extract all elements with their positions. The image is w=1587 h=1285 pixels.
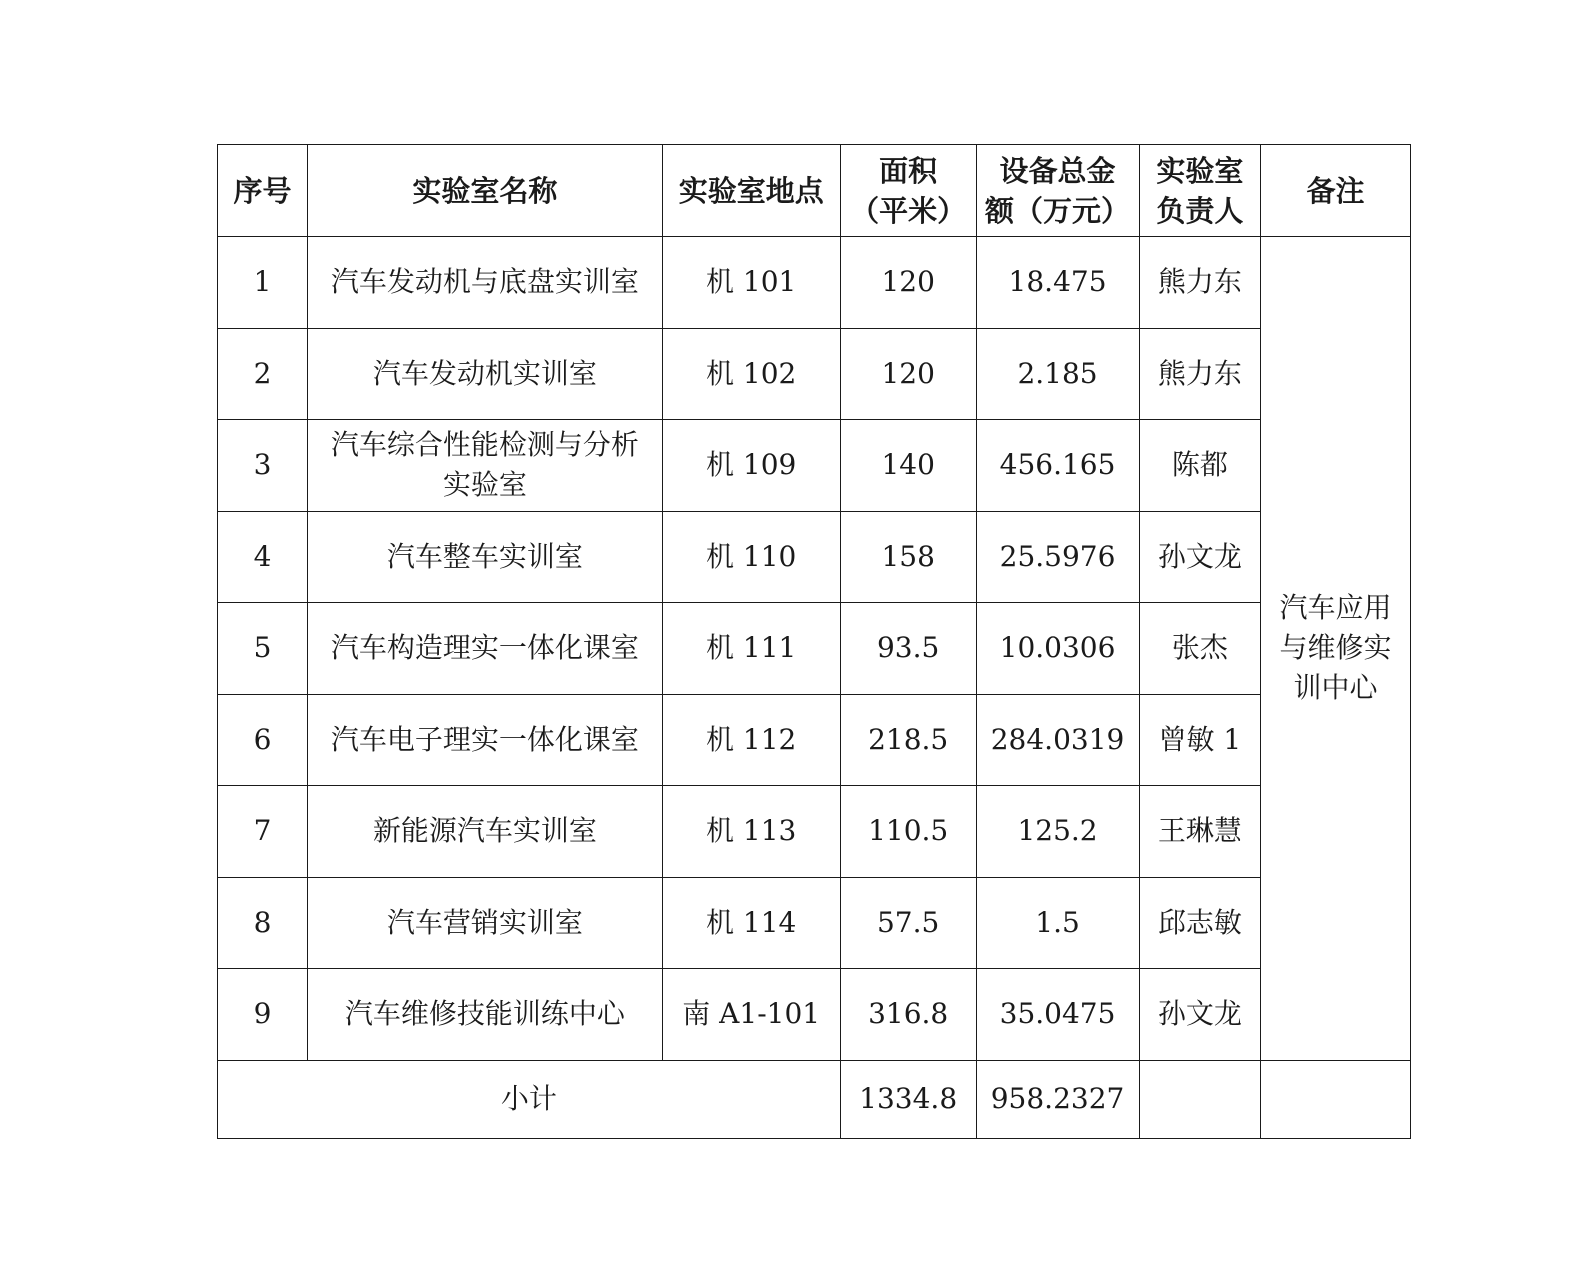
- cell-name: 新能源汽车实训室: [308, 786, 662, 878]
- cell-area: 57.5: [840, 877, 976, 969]
- cell-index: 1: [218, 237, 308, 329]
- header-area: 面积 （平米）: [840, 145, 976, 237]
- cell-equipment-value: 1.5: [976, 877, 1139, 969]
- cell-manager: 邱志敏: [1139, 877, 1261, 969]
- cell-index: 2: [218, 328, 308, 420]
- cell-area: 110.5: [840, 786, 976, 878]
- cell-area: 120: [840, 237, 976, 329]
- cell-equipment-value: 10.0306: [976, 603, 1139, 695]
- cell-equipment-value: 18.475: [976, 237, 1139, 329]
- cell-equipment-value: 125.2: [976, 786, 1139, 878]
- table-row: [218, 877, 1411, 969]
- cell-area: 158: [840, 511, 976, 603]
- cell-location: 机 113: [662, 786, 840, 878]
- subtotal-label: 小计: [218, 1060, 841, 1138]
- subtotal-equipment-value: 958.2327: [976, 1060, 1139, 1138]
- table-row: [218, 420, 1411, 512]
- cell-manager: 王琳慧: [1139, 786, 1261, 878]
- cell-area: 140: [840, 420, 976, 512]
- cell-index: 3: [218, 420, 308, 512]
- cell-manager: 孙文龙: [1139, 969, 1261, 1061]
- header-index: 序号: [218, 145, 308, 237]
- subtotal-manager: [1139, 1060, 1261, 1138]
- cell-index: 4: [218, 511, 308, 603]
- table-row: [218, 328, 1411, 420]
- cell-manager: 曾敏 1: [1139, 694, 1261, 786]
- cell-name: 汽车维修技能训练中心: [308, 969, 662, 1061]
- table-row: [218, 786, 1411, 878]
- cell-location: 南 A1-101: [662, 969, 840, 1061]
- cell-manager: 陈都: [1139, 420, 1261, 512]
- header-equipment-value: 设备总金 额（万元）: [976, 145, 1139, 237]
- cell-equipment-value: 2.185: [976, 328, 1139, 420]
- cell-manager: 张杰: [1139, 603, 1261, 695]
- cell-index: 6: [218, 694, 308, 786]
- cell-area: 218.5: [840, 694, 976, 786]
- cell-area: 316.8: [840, 969, 976, 1061]
- subtotal-area: 1334.8: [840, 1060, 976, 1138]
- cell-equipment-value: 25.5976: [976, 511, 1139, 603]
- table-row: [218, 511, 1411, 603]
- cell-manager: 熊力东: [1139, 328, 1261, 420]
- cell-index: 7: [218, 786, 308, 878]
- cell-location: 机 102: [662, 328, 840, 420]
- cell-equipment-value: 456.165: [976, 420, 1139, 512]
- table-row: [218, 237, 1411, 329]
- cell-index: 9: [218, 969, 308, 1061]
- subtotal-remark: [1261, 1060, 1411, 1138]
- header-name: 实验室名称: [308, 145, 662, 237]
- cell-manager: 熊力东: [1139, 237, 1261, 329]
- cell-name: 汽车构造理实一体化课室: [308, 603, 662, 695]
- cell-area: 120: [840, 328, 976, 420]
- cell-location: 机 112: [662, 694, 840, 786]
- cell-name: 汽车电子理实一体化课室: [308, 694, 662, 786]
- header-location: 实验室地点: [662, 145, 840, 237]
- table-row: [218, 603, 1411, 695]
- cell-equipment-value: 284.0319: [976, 694, 1139, 786]
- cell-location: 机 110: [662, 511, 840, 603]
- cell-name: 汽车发动机实训室: [308, 328, 662, 420]
- cell-remark-merged: 汽车应用 与维修实 训中心: [1261, 237, 1411, 1061]
- cell-index: 8: [218, 877, 308, 969]
- cell-equipment-value: 35.0475: [976, 969, 1139, 1061]
- subtotal-row: [218, 1060, 1411, 1138]
- header-remark: 备注: [1261, 145, 1411, 237]
- cell-name: 汽车综合性能检测与分析 实验室: [308, 420, 662, 512]
- cell-index: 5: [218, 603, 308, 695]
- cell-location: 机 109: [662, 420, 840, 512]
- cell-location: 机 111: [662, 603, 840, 695]
- cell-location: 机 101: [662, 237, 840, 329]
- lab-inventory-table: [217, 144, 1411, 1139]
- table-header-row: [218, 145, 1411, 237]
- cell-name: 汽车发动机与底盘实训室: [308, 237, 662, 329]
- table-row: [218, 694, 1411, 786]
- cell-name: 汽车营销实训室: [308, 877, 662, 969]
- cell-manager: 孙文龙: [1139, 511, 1261, 603]
- cell-location: 机 114: [662, 877, 840, 969]
- header-manager: 实验室 负责人: [1139, 145, 1261, 237]
- cell-area: 93.5: [840, 603, 976, 695]
- cell-name: 汽车整车实训室: [308, 511, 662, 603]
- table-row: [218, 969, 1411, 1061]
